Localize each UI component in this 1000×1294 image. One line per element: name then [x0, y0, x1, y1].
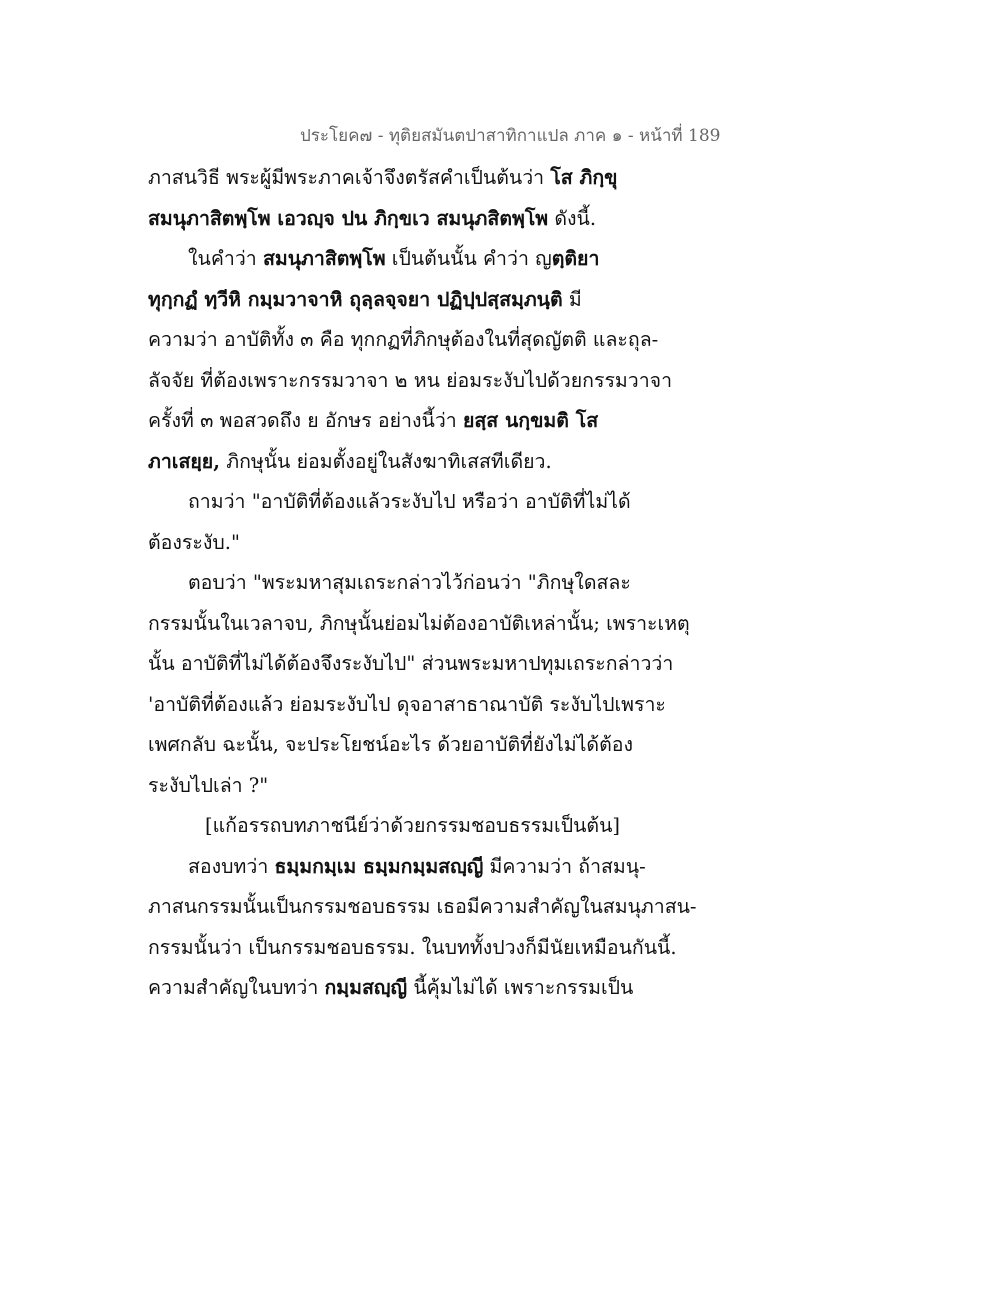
- page-header: ประโยค๗ - ทุติยสมันตปาสาทิกาแปล ภาค ๑ - หน้าที่ 189: [300, 126, 721, 146]
- text-line: ภาสนกรรมนั้นเป็นกรรมชอบธรรม เธอมีความสำคัญในสมนุภาสน-: [148, 895, 697, 918]
- text-line: เพศกลับ ฉะนั้น, จะประโยชน์อะไร ด้วยอาบัติที่ยังไม่ได้ต้อง: [148, 733, 633, 756]
- text-line: ความสำคัญในบทว่า กมฺมสญฺญี นี้คุ้มไม่ได้ เพราะกรรมเป็น: [148, 976, 634, 999]
- text-line: ตอบว่า "พระมหาสุมเถระกล่าวไว้ก่อนว่า "ภิกษุใดสละ: [188, 571, 631, 594]
- text-line: ครั้งที่ ๓ พอสวดถึง ย อักษร อย่างนี้ว่า ยสฺส นกฺขมติ โส: [148, 409, 599, 432]
- text-line: 'อาบัติที่ต้องแล้ว ย่อมระงับไป ดุจอาสาธาณาบัติ ระงับไปเพราะ: [148, 692, 666, 716]
- text-line: ต้องระงับ.": [148, 530, 240, 554]
- text-line: ในคำว่า สมนุภาสิตพฺโพ เป็นต้นนั้น คำว่า ญตฺติยา: [188, 247, 600, 270]
- text-line: ระงับไปเล่า ?": [148, 773, 269, 797]
- text-line: สมนุภาสิตพฺโพ เอวญฺจ ปน ภิกฺขเว สมนุภสิตพฺโพ ดังนี้.: [148, 206, 597, 230]
- text-line: กรรมนั้นว่า เป็นกรรมชอบธรรม. ในบททั้งปวงก็มีนัยเหมือนกันนี้.: [148, 935, 677, 959]
- section-heading: [แก้อรรถบทภาชนีย์ว่าด้วยกรรมชอบธรรมเป็นต้น]: [205, 814, 621, 837]
- text-line: นั้น อาบัติที่ไม่ได้ต้องจึงระงับไป" ส่วนพระมหาปทุมเถระกล่าวว่า: [148, 652, 674, 675]
- text-line: ทุกฺกฏํ ทฺวีหิ กมฺมวาจาหิ ถุลฺลจฺจยา ปฏิปฺปสฺสมฺภนฺติ มี: [148, 287, 582, 311]
- text-line: กรรมนั้นในเวลาจบ, ภิกษุนั้นย่อมไม่ต้องอาบัติเหล่านั้น; เพราะเหตุ: [148, 611, 690, 635]
- text-line: ภาเสยฺย, ภิกษุนั้น ย่อมตั้งอยู่ในสังฆาทิเสสทีเดียว.: [148, 449, 552, 473]
- text-line: ความว่า อาบัติทั้ง ๓ คือ ทุกกฏที่ภิกษุต้องในที่สุดญัตติ และถุล-: [148, 328, 659, 351]
- text-line: สองบทว่า ธมฺมกมฺเม ธมฺมกมฺมสญฺญี มีความว่า ถ้าสมนุ-: [188, 854, 646, 878]
- text-line: ภาสนวิธี พระผู้มีพระภาคเจ้าจึงตรัสคำเป็นต้นว่า โส ภิกฺขุ: [148, 166, 618, 189]
- text-line: ถามว่า "อาบัติที่ต้องแล้วระงับไป หรือว่า อาบัติที่ไม่ได้: [188, 490, 631, 513]
- body-text: [148, 158, 848, 1009]
- text-line: ลัจจัย ที่ต้องเพราะกรรมวาจา ๒ หน ย่อมระงับไปด้วยกรรมวาจา: [148, 368, 673, 392]
